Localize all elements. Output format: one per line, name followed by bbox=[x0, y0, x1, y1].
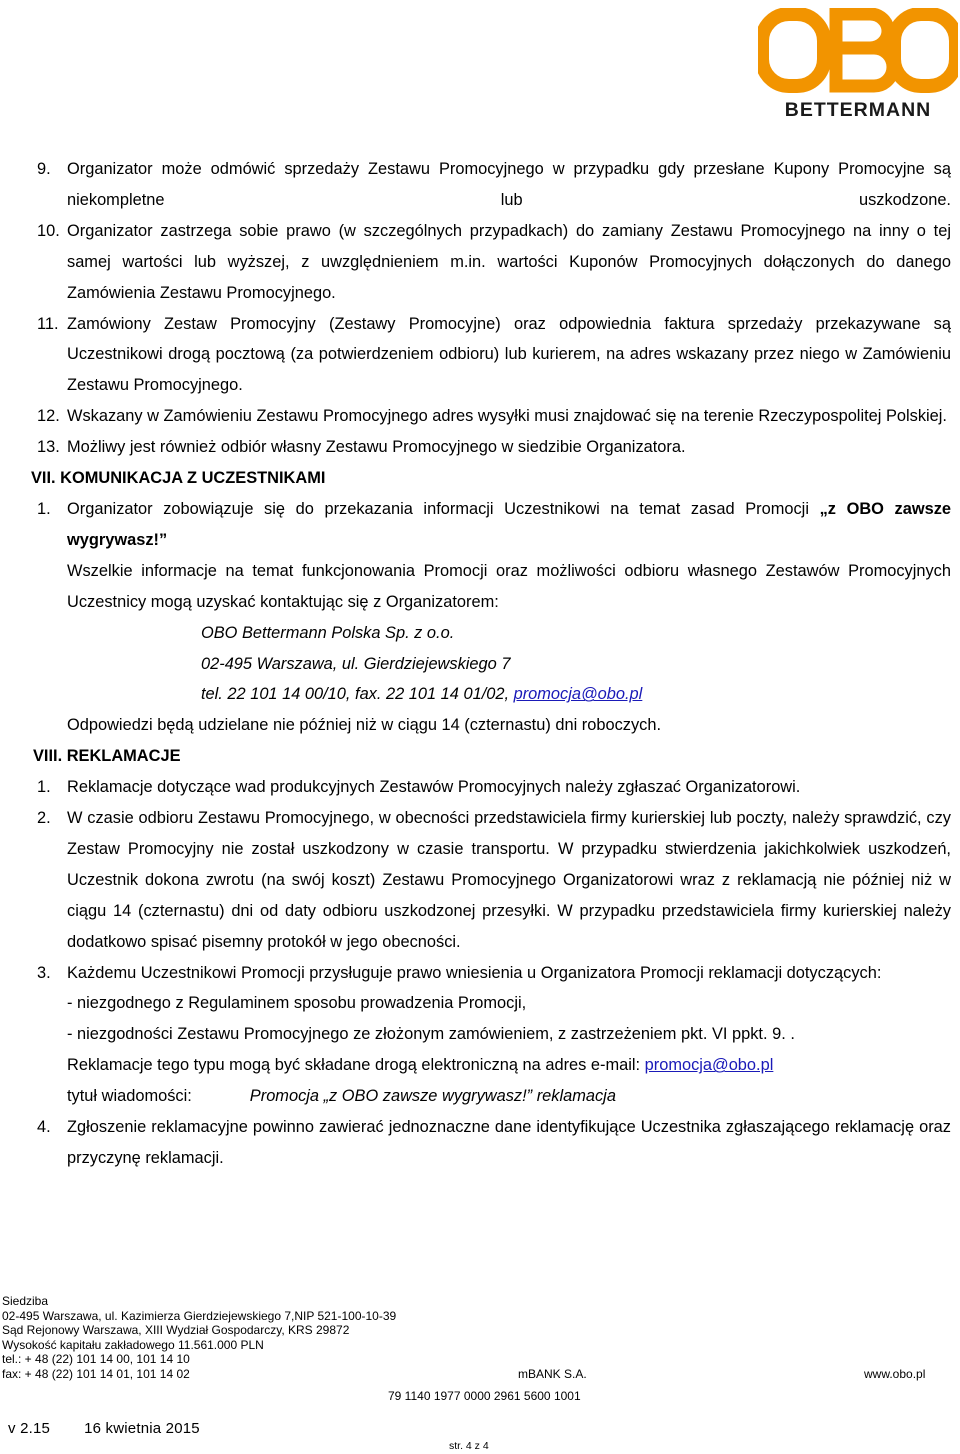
reply-time-note: Odpowiedzi będą udzielane nie później niż w ciągu 14 (czternastu) dni roboczych. bbox=[67, 716, 662, 735]
logo-subtitle: BETTERMANN bbox=[784, 99, 932, 120]
list-item: 10. Organizator zastrzega sobie prawo (w szczególnych przypadkach) do zamiany Zestawu Promocyjnego na inny o tej samej wartości lub wyższej, z uwzględnieniem m.in. wartości Kuponów Promocyjnych dołączonych do danego Zamówienia Zestawu Promocyjnego. bbox=[37, 221, 951, 302]
address-contact: tel. 22 101 14 00/10, fax. 22 101 14 01/02, promocja@obo.pl bbox=[201, 685, 643, 704]
list-item: 1. Reklamacje dotyczące wad produkcyjnych Zestawów Promocyjnych należy zgłaszać Organizatorowi. bbox=[37, 778, 801, 797]
section-title-communication: VII. KOMUNIKACJA Z UCZESTNIKAMI bbox=[31, 469, 326, 488]
section-title-complaints: VIII. REKLAMACJE bbox=[33, 747, 181, 766]
footer-fax: fax: + 48 (22) 101 14 01, 101 14 02 bbox=[2, 1366, 190, 1381]
page-number: str. 4 z 4 bbox=[449, 1440, 489, 1452]
list-item: 11. Zamówiony Zestaw Promocyjny (Zestawy Promocyjne) oraz odpowiednia faktura sprzedaży przekazywane są Uczestnikowi drogą pocztową (za potwierdzeniem odbioru) lub kurierem, na adres wskazany przez niego w Zamówieniu Zestawu Promocyjnego. bbox=[37, 314, 951, 395]
footer-bank: mBANK S.A. bbox=[518, 1366, 587, 1381]
complaint-subject-line: tytuł wiadomości: Promocja „z OBO zawsze wygrywasz!” reklamacja bbox=[67, 1087, 616, 1106]
obo-bettermann-logo bbox=[758, 8, 958, 120]
footer-address: 02-495 Warszawa, ul. Kazimierza Gierdziejewskiego 7,NIP 521-100-10-39 bbox=[2, 1308, 397, 1323]
list-item: 12. Wskazany w Zamówieniu Zestawu Promocyjnego adres wysyłki musi znajdować się na terenie Rzeczypospolitej Polskiej. bbox=[37, 407, 947, 426]
list-item: 9. Organizator może odmówić sprzedaży Zestawu Promocyjnego w przypadku gdy przesłane Kupony Promocyjne są niekompletne lub uszkodzone. bbox=[37, 160, 951, 209]
page-footer bbox=[2, 1294, 942, 1382]
info-paragraph: Wszelkie informacje na temat funkcjonowania Promocji oraz możliwości odbioru własnego Zestawów Promocyjnych Uczestnicy mogą uzyskać kontaktując się z Organizatorem: bbox=[67, 561, 951, 611]
complaint-email-line: Reklamacje tego typu mogą być składane drogą elektroniczną na adres e-mail: promocja@obo.pl bbox=[67, 1056, 774, 1075]
footer-court: Sąd Rejonowy Warszawa, XIII Wydział Gospodarczy, KRS 29872 bbox=[2, 1323, 350, 1338]
complaint-bullet: - niezgodnego z Regulaminem sposobu prowadzenia Promocji, bbox=[67, 994, 527, 1013]
footer-bank-account: 79 1140 1977 0000 2961 5600 1001 bbox=[388, 1389, 581, 1403]
list-item: 4. Zgłoszenie reklamacyjne powinno zawierać jednoznaczne dane identyfikujące Uczestnika zgłaszającego reklamację oraz przyczynę reklamacji. bbox=[37, 1118, 951, 1167]
footer-capital: Wysokość kapitału zakładowego 11.561.000 PLN bbox=[2, 1337, 264, 1352]
email-link[interactable]: promocja@obo.pl bbox=[513, 685, 643, 704]
footer-website: www.obo.pl bbox=[864, 1366, 926, 1381]
address-company: OBO Bettermann Polska Sp. z o.o. bbox=[201, 623, 455, 642]
document-version: v 2.15 16 kwietnia 2015 bbox=[8, 1420, 200, 1437]
footer-seat-label: Siedziba bbox=[2, 1294, 49, 1308]
list-item: 2. W czasie odbioru Zestawu Promocyjnego, w obecności przedstawiciela firmy kurierskiej lub poczty, należy sprawdzić, czy Zestaw Promocyjny nie został uszkodzony w czasie transportu. W przypadku stwierdzenia jakichkolwiek uszkodzeń, Uczestnik dokona zwrotu (na swój koszt) Zestawu Promocyjnego Organizatorowi wraz z reklamacją nie później niż w ciągu 14 (czternastu) dni od daty odbioru uszkodzonej przesyłki. W przypadku przedstawiciela firmy kurierskiej należy dodatkowo spisać pisemny protokół w jego obecności. bbox=[37, 809, 951, 951]
list-item: 1. Organizator zobowiązuje się do przekazania informacji Uczestnikowi na temat zasad Promocji „z OBO zawsze wygrywasz!” bbox=[37, 499, 952, 549]
footer-tel: tel.: + 48 (22) 101 14 00, 101 14 10 bbox=[2, 1352, 190, 1367]
email-link[interactable]: promocja@obo.pl bbox=[644, 1056, 774, 1075]
list-item: 13. Możliwy jest również odbiór własny Zestawu Promocyjnego w siedzibie Organizatora. bbox=[37, 438, 686, 457]
list-item: 3. Każdemu Uczestnikowi Promocji przysługuje prawo wniesienia u Organizatora Promocji reklamacji dotyczących: bbox=[37, 963, 882, 982]
complaint-bullet: - niezgodności Zestawu Promocyjnego ze złożonym zamówieniem, z zastrzeżeniem pkt. VI ppkt. 9. . bbox=[67, 1025, 795, 1044]
promo-name: „z OBO zawsze wygrywasz!” bbox=[67, 499, 952, 549]
document-body bbox=[31, 154, 952, 1174]
address-street: 02-495 Warszawa, ul. Gierdziejewskiego 7 bbox=[201, 654, 511, 673]
